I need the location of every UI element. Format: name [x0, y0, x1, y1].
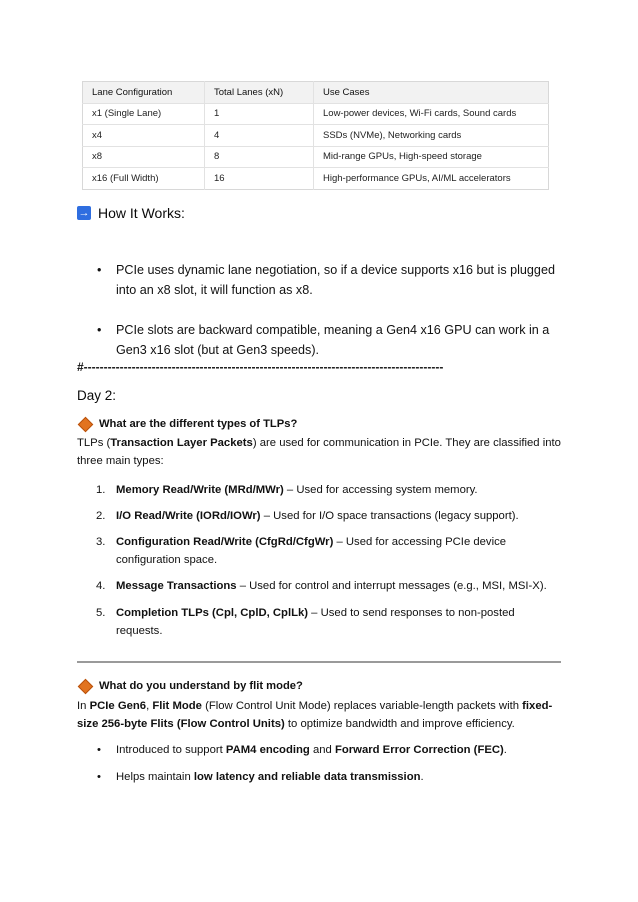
table-header: Total Lanes (xN) — [205, 82, 314, 104]
bold-text: Message Transactions — [116, 580, 237, 592]
text: , — [146, 700, 153, 712]
list-item-text — [116, 481, 536, 499]
table-cell: 8 — [205, 146, 314, 168]
text: In — [77, 700, 90, 712]
list-item-text: PCIe slots are backward compatible, meaning a Gen4 x16 GPU can work in a Gen3 x16 slot (but at Gen3 speeds). — [116, 323, 550, 357]
bold-text: Memory Read/Write (MRd/MWr) — [116, 484, 284, 496]
table-cell: 16 — [205, 168, 314, 190]
tlp-intro-paragraph — [77, 434, 563, 470]
tlp-question — [77, 418, 297, 430]
bold-text: PCIe Gen6 — [89, 700, 147, 712]
text: – Used to send responses to non-posted requests. — [116, 607, 515, 637]
bold-text: PAM4 encoding — [225, 744, 310, 756]
text: Introduced to support — [116, 744, 226, 756]
list-item-text — [116, 768, 556, 786]
table-cell: High-performance GPUs, AI/ML accelerators — [314, 168, 549, 190]
text: ) are used for communication in PCIe. They are classified into three main types: — [77, 437, 561, 467]
table-row — [83, 125, 549, 147]
table-cell: x4 — [83, 125, 205, 147]
bullet-icon: • — [97, 744, 101, 756]
day-heading: Day 2: — [77, 388, 117, 403]
bold-text: Configuration Read/Write (CfgRd/CfgWr) — [116, 536, 334, 548]
table-cell: Low-power devices, Wi-Fi cards, Sound cards — [314, 103, 549, 125]
lane-config-table — [82, 81, 549, 190]
horizontal-rule — [77, 661, 561, 663]
table-cell: SSDs (NVMe), Networking cards — [314, 125, 549, 147]
text: and — [309, 744, 335, 756]
bullet-icon: • — [97, 263, 102, 277]
table-row — [83, 168, 549, 190]
text: – Used for accessing PCIe device configuration space. — [116, 536, 507, 566]
bold-text: Transaction Layer Packets — [110, 437, 253, 449]
how-it-works-heading — [77, 205, 185, 221]
right-arrow-icon: → — [78, 207, 90, 219]
flit-paragraph — [77, 697, 563, 733]
bold-text: I/O Read/Write (IORd/IOWr) — [116, 510, 261, 522]
bold-text: Flit Mode — [152, 700, 202, 712]
text: (Flow Control Unit Mode) replaces variable-length packets with — [201, 700, 523, 712]
bold-text: fixed-size 256-byte Flits (Flow Control Units) — [77, 700, 553, 730]
list-number: 2. — [96, 510, 106, 522]
text: TLPs ( — [77, 437, 111, 449]
list-number: 3. — [96, 536, 106, 548]
table-cell: x16 (Full Width) — [92, 172, 159, 184]
table-cell: 4 — [205, 125, 314, 147]
bullet-icon: • — [97, 771, 101, 783]
bold-text: Completion TLPs (Cpl, CplD, CplLk) — [116, 607, 309, 619]
list-number: 4. — [96, 580, 106, 592]
text: Helps maintain — [116, 771, 194, 783]
list-item-text — [116, 507, 536, 525]
table-cell: Mid-range GPUs, High-speed storage — [314, 146, 549, 168]
list-number: 1. — [96, 484, 106, 496]
list-item-text — [116, 604, 516, 640]
table-cell: 1 — [205, 103, 314, 125]
text: – Used for control and interrupt messages (e.g., MSI, MSI-X). — [236, 580, 547, 592]
list-item-text — [116, 533, 516, 569]
table-row — [83, 146, 549, 168]
text: . — [420, 771, 424, 783]
orange-diamond-icon — [78, 678, 94, 694]
text: . — [503, 744, 507, 756]
text: to optimize bandwidth and improve efficiency. — [284, 718, 515, 730]
list-number: 5. — [96, 607, 106, 619]
bold-text: Forward Error Correction (FEC) — [334, 744, 504, 756]
list-item — [97, 260, 567, 300]
list-item-text — [116, 741, 556, 759]
table-cell: x1 (Single Lane) — [83, 103, 205, 125]
table-header: Use Cases — [314, 82, 549, 104]
flit-question — [77, 680, 303, 692]
table-header: Lane Configuration — [83, 82, 205, 104]
heading-text: How It Works: — [98, 205, 185, 221]
list-item-text — [116, 577, 566, 595]
bold-text: low latency and reliable data transmission — [193, 771, 421, 783]
table-row — [83, 103, 549, 125]
dashed-divider: #------------------------------------------------------------------------------------------ — [77, 360, 444, 374]
list-item — [97, 320, 567, 360]
question-text: What do you understand by flit mode? — [99, 680, 303, 692]
table-header-row — [83, 82, 549, 104]
list-item-text: PCIe uses dynamic lane negotiation, so if a device supports x16 but is plugged into an x8 slot, it will function as x8. — [116, 263, 555, 297]
bullet-icon: • — [97, 323, 102, 337]
text: – Used for accessing system memory. — [283, 484, 478, 496]
orange-diamond-icon — [78, 416, 94, 432]
question-text: What are the different types of TLPs? — [99, 418, 298, 430]
text: – Used for I/O space transactions (legacy support). — [260, 510, 519, 522]
table-cell: x8 — [83, 146, 205, 168]
